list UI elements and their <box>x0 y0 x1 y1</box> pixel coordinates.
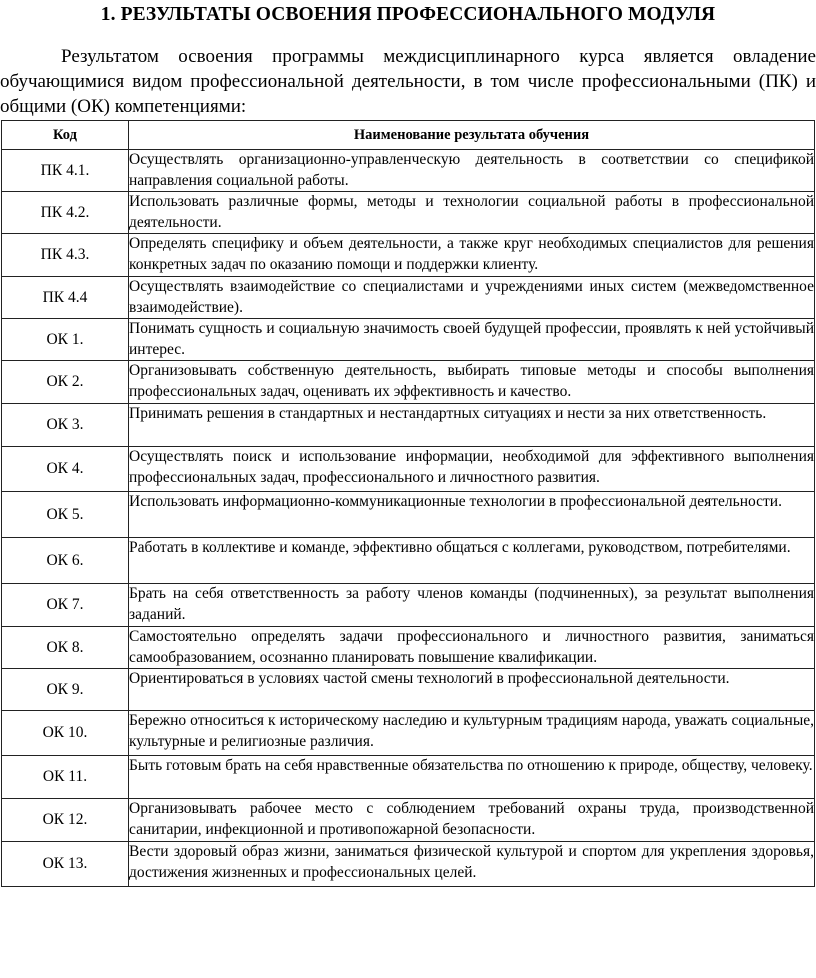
competency-code: ОК 7. <box>2 584 129 627</box>
header-result: Наименование результата обучения <box>129 121 815 150</box>
competency-code: ОК 10. <box>2 711 129 756</box>
competency-description: Осуществлять организационно-управленческую деятельность в соответствии со спецификой направления социальной работы. <box>129 150 815 192</box>
table-row <box>2 669 815 711</box>
competency-code: ОК 6. <box>2 538 129 584</box>
table-row <box>2 150 815 192</box>
competency-description: Понимать сущность и социальную значимость своей будущей профессии, проявлять к ней устойчивый интерес. <box>129 319 815 361</box>
competency-description: Самостоятельно определять задачи профессионального и личностного развития, заниматься самообразованием, осознанно планировать повышение квалификации. <box>129 627 815 669</box>
competency-code: ПК 4.4 <box>2 277 129 319</box>
table-row <box>2 234 815 277</box>
intro-paragraph: Результатом освоения программы междисциплинарного курса является овладение обучающимися видом профессиональной деятельности, в том числе профессиональными (ПК) и общими (ОК) компетенциями: <box>0 46 816 117</box>
table-row <box>2 192 815 234</box>
table-row <box>2 319 815 361</box>
competency-code: ОК 3. <box>2 404 129 447</box>
competency-description: Определять специфику и объем деятельности, а также круг необходимых специалистов для решения конкретных задач по оказанию помощи и поддержки клиенту. <box>129 234 815 277</box>
competency-description: Работать в коллективе и команде, эффективно общаться с коллегами, руководством, потребителями. <box>129 538 815 584</box>
competency-description: Брать на себя ответственность за работу членов команды (подчиненных), за результат выполнения заданий. <box>129 584 815 627</box>
competency-code: ОК 1. <box>2 319 129 361</box>
competency-code: ПК 4.2. <box>2 192 129 234</box>
table-row <box>2 404 815 447</box>
competency-code: ОК 12. <box>2 799 129 842</box>
competency-code: ОК 13. <box>2 842 129 887</box>
competency-code: ОК 5. <box>2 492 129 538</box>
competency-description: Быть готовым брать на себя нравственные обязательства по отношению к природе, обществу, человеку. <box>129 756 815 799</box>
competency-description: Организовывать рабочее место с соблюдением требований охраны труда, производственной санитарии, инфекционной и противопожарной безопасности. <box>129 799 815 842</box>
table-row <box>2 711 815 756</box>
competency-description: Использовать различные формы, методы и технологии социальной работы в профессиональной деятельности. <box>129 192 815 234</box>
competency-code: ОК 4. <box>2 447 129 492</box>
competency-description: Использовать информационно-коммуникационные технологии в профессиональной деятельности. <box>129 492 815 538</box>
table-row <box>2 842 815 887</box>
competency-code: ОК 9. <box>2 669 129 711</box>
table-row <box>2 799 815 842</box>
competency-description: Вести здоровый образ жизни, заниматься физической культурой и спортом для укрепления здоровья, достижения жизненных и профессиональных целей. <box>129 842 815 887</box>
competency-description: Осуществлять поиск и использование информации, необходимой для эффективного выполнения профессиональных задач, профессионального и личностного развития. <box>129 447 815 492</box>
table-header-row <box>2 121 815 150</box>
competency-code: ПК 4.1. <box>2 150 129 192</box>
section-heading: 1. РЕЗУЛЬТАТЫ ОСВОЕНИЯ ПРОФЕССИОНАЛЬНОГО МОДУЛЯ <box>100 4 716 25</box>
table-row <box>2 756 815 799</box>
competency-description: Бережно относиться к историческому наследию и культурным традициям народа, уважать социальные, культурные и религиозные различия. <box>129 711 815 756</box>
table-row <box>2 361 815 404</box>
table-row <box>2 627 815 669</box>
competency-code: ОК 11. <box>2 756 129 799</box>
competency-description: Осуществлять взаимодействие со специалистами и учреждениями иных систем (межведомственное взаимодействие). <box>129 277 815 319</box>
table-row <box>2 492 815 538</box>
competency-description: Ориентироваться в условиях частой смены технологий в профессиональной деятельности. <box>129 669 815 711</box>
table-row <box>2 584 815 627</box>
competency-description: Организовывать собственную деятельность, выбирать типовые методы и способы выполнения профессиональных задач, оценивать их эффективность и качество. <box>129 361 815 404</box>
competency-code: ОК 8. <box>2 627 129 669</box>
competency-description: Принимать решения в стандартных и нестандартных ситуациях и нести за них ответственность. <box>129 404 815 447</box>
competency-code: ОК 2. <box>2 361 129 404</box>
table-row <box>2 447 815 492</box>
table-row <box>2 538 815 584</box>
competencies-table <box>1 120 815 887</box>
header-code: Код <box>2 121 129 150</box>
table-row <box>2 277 815 319</box>
competency-code: ПК 4.3. <box>2 234 129 277</box>
